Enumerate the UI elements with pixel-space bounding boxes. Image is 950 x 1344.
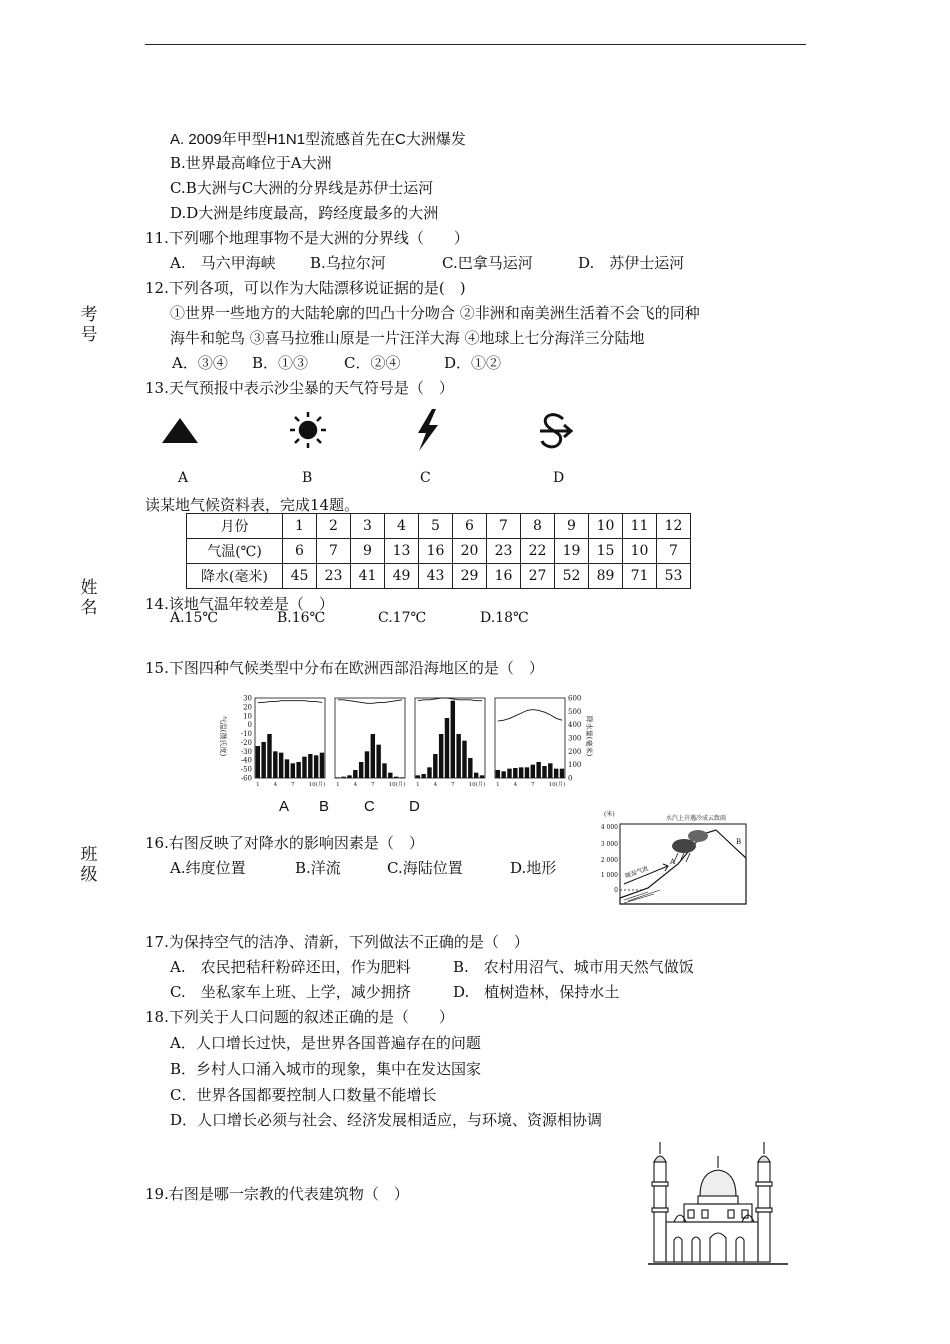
- table-cell: 29: [453, 564, 487, 589]
- precip-bar: [480, 775, 484, 778]
- climate-row-month: [187, 514, 691, 539]
- x-axis-tick: 7: [371, 782, 375, 788]
- precip-bar: [302, 757, 306, 778]
- q15-label-b: B: [319, 798, 330, 815]
- left-axis-tick: -50: [240, 765, 252, 774]
- table-cell: 49: [385, 564, 419, 589]
- temperature-line: [418, 698, 482, 701]
- precip-bar: [285, 759, 289, 778]
- cloud-shape: [672, 839, 696, 853]
- x-axis-tick: 7: [451, 782, 455, 788]
- precip-bar: [462, 741, 466, 778]
- table-cell: 10: [623, 539, 657, 564]
- q10-option-a: A. 2009年甲型H1N1型流感首先在C大洲爆发: [170, 131, 466, 148]
- row-header: 月份: [187, 514, 283, 539]
- right-axis-tick: 400: [568, 721, 582, 730]
- precip-bar: [560, 769, 564, 778]
- q17-option-d: D. 植树造林，保持水土: [453, 983, 620, 1001]
- precip-bar: [474, 773, 478, 778]
- precip-bar: [347, 775, 351, 778]
- q15-label-c: C: [364, 798, 375, 815]
- weather-symbols: [160, 405, 590, 465]
- table-cell: 7: [487, 514, 521, 539]
- table-cell: 7: [657, 539, 691, 564]
- q17-option-b: B. 农村用沼气、城市用天然气做饭: [453, 958, 694, 976]
- precip-bar: [525, 767, 529, 778]
- q12-line-1: ①世界一些地方的大陆轮廓的凹凸十分吻合 ②非洲和南美洲生活着不会飞的同种: [170, 304, 700, 322]
- q18-stem: 18.下列关于人口问题的叙述正确的是（ ）: [145, 1008, 454, 1026]
- left-axis-tick: -20: [240, 738, 252, 747]
- q16-stem: 16.右图反映了对降水的影响因素是（ ）: [145, 834, 424, 852]
- chart-frame: [335, 698, 405, 778]
- q14-intro: 读某地气候资料表，完成14题。: [145, 496, 360, 514]
- table-cell: 20: [453, 539, 487, 564]
- q14-option-c: C.17℃: [378, 610, 427, 626]
- precip-bar: [291, 763, 295, 778]
- precip-bar: [353, 770, 357, 778]
- q14-stem: 14.该地气温年较差是（ ）: [145, 595, 334, 613]
- precip-bar: [308, 754, 312, 778]
- sandstorm-icon: [540, 415, 571, 447]
- table-cell: 12: [657, 514, 691, 539]
- q11-option-a: A. 马六甲海峡: [170, 254, 276, 272]
- q16-option-c: C.海陆位置: [387, 859, 463, 877]
- precip-bar: [279, 753, 283, 778]
- precip-bar: [341, 777, 345, 778]
- precip-bar: [501, 771, 505, 778]
- point-b-label: B: [736, 838, 742, 846]
- q14-option-b: B.16℃: [277, 610, 326, 626]
- table-cell: 23: [317, 564, 351, 589]
- q15-label-d: D: [409, 798, 420, 815]
- climate-charts: [215, 690, 595, 798]
- side-label-exam-no: 考号: [80, 305, 98, 345]
- table-cell: 9: [555, 514, 589, 539]
- y-tick: 4 000: [600, 824, 618, 831]
- left-axis-tick: 30: [243, 694, 252, 703]
- table-cell: 13: [385, 539, 419, 564]
- precip-bar: [531, 765, 535, 778]
- table-cell: 45: [283, 564, 317, 589]
- q11-option-c: C.巴拿马运河: [442, 254, 533, 272]
- q17-option-c: C. 坐私家车上班、上学，减少拥挤: [170, 983, 411, 1001]
- precip-bar: [536, 762, 540, 778]
- left-axis-tick: -10: [240, 730, 252, 739]
- sun-icon: [290, 412, 326, 448]
- precip-bar: [451, 701, 455, 778]
- x-axis-tick: 10(月): [308, 782, 326, 788]
- climate-row-precipitation: [187, 564, 691, 589]
- x-axis-tick: 4: [273, 782, 278, 788]
- table-cell: 10: [589, 514, 623, 539]
- right-axis-tick: 300: [568, 734, 582, 743]
- q13-label-d: D: [553, 470, 565, 486]
- left-axis-tick: -30: [240, 747, 252, 756]
- precip-bar: [371, 734, 375, 778]
- table-cell: 5: [419, 514, 453, 539]
- q16-option-d: D.地形: [510, 859, 557, 877]
- point-a-label: A: [670, 858, 676, 866]
- x-axis-tick: 4: [353, 782, 358, 788]
- table-cell: 16: [487, 564, 521, 589]
- table-cell: 11: [623, 514, 657, 539]
- table-cell: 43: [419, 564, 453, 589]
- precip-bar: [421, 774, 425, 778]
- side-label-name: 姓名: [80, 578, 98, 618]
- q12-option-a: A．③④: [172, 354, 228, 372]
- q11-option-b: B.乌拉尔河: [310, 254, 386, 272]
- q12-option-c: C．②④: [344, 354, 401, 372]
- left-axis-tick: 20: [243, 703, 252, 712]
- y-tick: 0: [614, 887, 618, 894]
- left-axis-label: 气温(摄氏度): [219, 715, 227, 757]
- table-cell: 3: [351, 514, 385, 539]
- q13-label-c: C: [420, 470, 431, 486]
- right-axis-tick: 500: [568, 707, 582, 716]
- figure-unit: (米): [604, 811, 615, 818]
- precip-bar: [267, 734, 271, 778]
- x-axis-tick: 7: [291, 782, 295, 788]
- precip-bar: [382, 763, 386, 778]
- precip-bar: [273, 751, 277, 778]
- left-axis-tick: 0: [247, 721, 252, 730]
- x-axis-tick: 1: [416, 782, 420, 788]
- table-cell: 15: [589, 539, 623, 564]
- precip-bar: [513, 768, 517, 778]
- x-axis-tick: 1: [496, 782, 500, 788]
- y-tick: 3 000: [600, 841, 618, 848]
- x-axis-tick: 1: [256, 782, 260, 788]
- precip-bar: [256, 746, 260, 778]
- precip-bar: [496, 770, 500, 778]
- chart-frame: [415, 698, 485, 778]
- triangle-icon: [162, 418, 198, 443]
- table-cell: 53: [657, 564, 691, 589]
- table-cell: 2: [317, 514, 351, 539]
- q13-stem: 13.天气预报中表示沙尘暴的天气符号是（ ）: [145, 379, 454, 397]
- orographic-rain-figure: [588, 806, 754, 906]
- right-axis-tick: 600: [568, 694, 582, 703]
- x-axis-tick: 10(月): [468, 782, 486, 788]
- x-axis-tick: 4: [513, 782, 518, 788]
- lightning-icon: [418, 409, 438, 451]
- side-label-class: 班级: [80, 845, 98, 885]
- precip-bar: [394, 777, 398, 778]
- q18-option-a: A．人口增长过快，是世界各国普遍存在的问题: [170, 1034, 481, 1052]
- precip-bar: [468, 758, 472, 778]
- temperature-line: [338, 700, 402, 704]
- precip-bar: [376, 745, 380, 778]
- q16-option-b: B.洋流: [295, 859, 341, 877]
- left-axis-tick: -40: [240, 756, 252, 765]
- q10-option-b: B.世界最高峰位于A大洲: [170, 154, 332, 172]
- table-cell: 16: [419, 539, 453, 564]
- table-cell: 23: [487, 539, 521, 564]
- precip-bar: [359, 762, 363, 778]
- table-cell: 52: [555, 564, 589, 589]
- climate-table: [186, 513, 691, 589]
- row-header: 降水(毫米): [187, 564, 283, 589]
- precip-bar: [548, 763, 552, 778]
- q15-label-a: A: [279, 798, 290, 815]
- q12-option-b: B．①③: [252, 354, 309, 372]
- x-axis-tick: 10(月): [388, 782, 406, 788]
- x-axis-tick: 4: [433, 782, 438, 788]
- table-cell: 71: [623, 564, 657, 589]
- y-tick: 1 000: [600, 872, 618, 879]
- precip-bar: [314, 755, 318, 778]
- table-cell: 22: [521, 539, 555, 564]
- q12-stem: 12.下列各项，可以作为大陆漂移说证据的是( ): [145, 279, 466, 297]
- q12-option-d: D．①②: [444, 354, 502, 372]
- precip-bar: [445, 718, 449, 778]
- q10-option-c: C.B大洲与C大洲的分界线是苏伊士运河: [170, 179, 434, 197]
- x-axis-tick: 7: [531, 782, 535, 788]
- precip-bar: [456, 734, 460, 778]
- x-axis-tick: 1: [336, 782, 340, 788]
- temperature-line: [258, 701, 322, 703]
- precip-bar: [433, 754, 437, 778]
- x-axis-tick: 10(月): [548, 782, 566, 788]
- precip-bar: [400, 777, 404, 778]
- precip-bar: [320, 753, 324, 778]
- q18-option-c: C．世界各国都要控制人口数量不能增长: [170, 1086, 437, 1104]
- climate-row-temperature: [187, 539, 691, 564]
- left-axis-tick: -60: [240, 774, 252, 783]
- q13-label-a: A: [178, 470, 189, 486]
- wind-label: 暖湿气流: [624, 865, 650, 880]
- precip-bar: [519, 767, 523, 778]
- table-cell: 1: [283, 514, 317, 539]
- q10-option-d: D.D大洲是纬度最高，跨经度最多的大洲: [170, 204, 439, 222]
- table-cell: 89: [589, 564, 623, 589]
- table-cell: 19: [555, 539, 589, 564]
- q11-stem: 11.下列哪个地理事物不是大洲的分界线（ ）: [145, 229, 469, 247]
- q18-option-b: B．乡村人口涌入城市的现象，集中在发达国家: [170, 1060, 482, 1078]
- q12-line-2: 海牛和鸵鸟 ③喜马拉雅山原是一片汪洋大海 ④地球上七分海洋三分陆地: [170, 329, 645, 347]
- right-axis-tick: 200: [568, 747, 582, 756]
- right-axis-tick: 0: [568, 774, 573, 783]
- precip-bar: [439, 734, 443, 778]
- right-axis-label: 降水量(毫米): [585, 715, 593, 757]
- precip-bar: [336, 777, 340, 778]
- right-axis-tick: 100: [568, 761, 582, 770]
- q11-option-d: D. 苏伊士运河: [578, 254, 685, 272]
- q17-option-a: A. 农民把秸秆粉碎还田，作为肥料: [170, 958, 411, 976]
- row-header: 气温(℃): [187, 539, 283, 564]
- table-cell: 4: [385, 514, 419, 539]
- q19-stem: 19.右图是哪一宗教的代表建筑物（ ）: [145, 1185, 409, 1203]
- table-cell: 6: [283, 539, 317, 564]
- table-cell: 27: [521, 564, 555, 589]
- precip-bar: [507, 769, 511, 778]
- mosque-illustration: [644, 1140, 792, 1270]
- table-cell: 7: [317, 539, 351, 564]
- q16-option-a: A.纬度位置: [170, 859, 246, 877]
- left-axis-tick: 10: [243, 712, 252, 721]
- temperature-line: [498, 710, 562, 722]
- q18-option-d: D．人口增长必须与社会、经济发展相适应，与环境、资源相协调: [170, 1111, 603, 1129]
- figure-annotation: 水汽上升遇冷成云致雨: [666, 815, 727, 822]
- q14-option-d: D.18℃: [480, 610, 529, 626]
- q14-option-a: A.15℃: [170, 610, 219, 626]
- q15-stem: 15.下图四种气候类型中分布在欧洲西部沿海地区的是（ ）: [145, 659, 544, 677]
- precip-bar: [542, 766, 546, 778]
- y-tick: 2 000: [600, 857, 618, 864]
- table-cell: 9: [351, 539, 385, 564]
- precip-bar: [554, 769, 558, 778]
- precip-bar: [416, 775, 420, 778]
- q17-stem: 17.为保持空气的洁净、清新，下列做法不正确的是（ ）: [145, 933, 529, 951]
- cloud-shape: [688, 830, 708, 842]
- precip-bar: [365, 751, 369, 778]
- precip-bar: [296, 762, 300, 778]
- precip-bar: [388, 773, 392, 778]
- precip-bar: [261, 742, 265, 778]
- table-cell: 6: [453, 514, 487, 539]
- q13-label-b: B: [302, 470, 313, 486]
- table-cell: 41: [351, 564, 385, 589]
- header-rule: [145, 44, 806, 45]
- precip-bar: [427, 767, 431, 778]
- table-cell: 8: [521, 514, 555, 539]
